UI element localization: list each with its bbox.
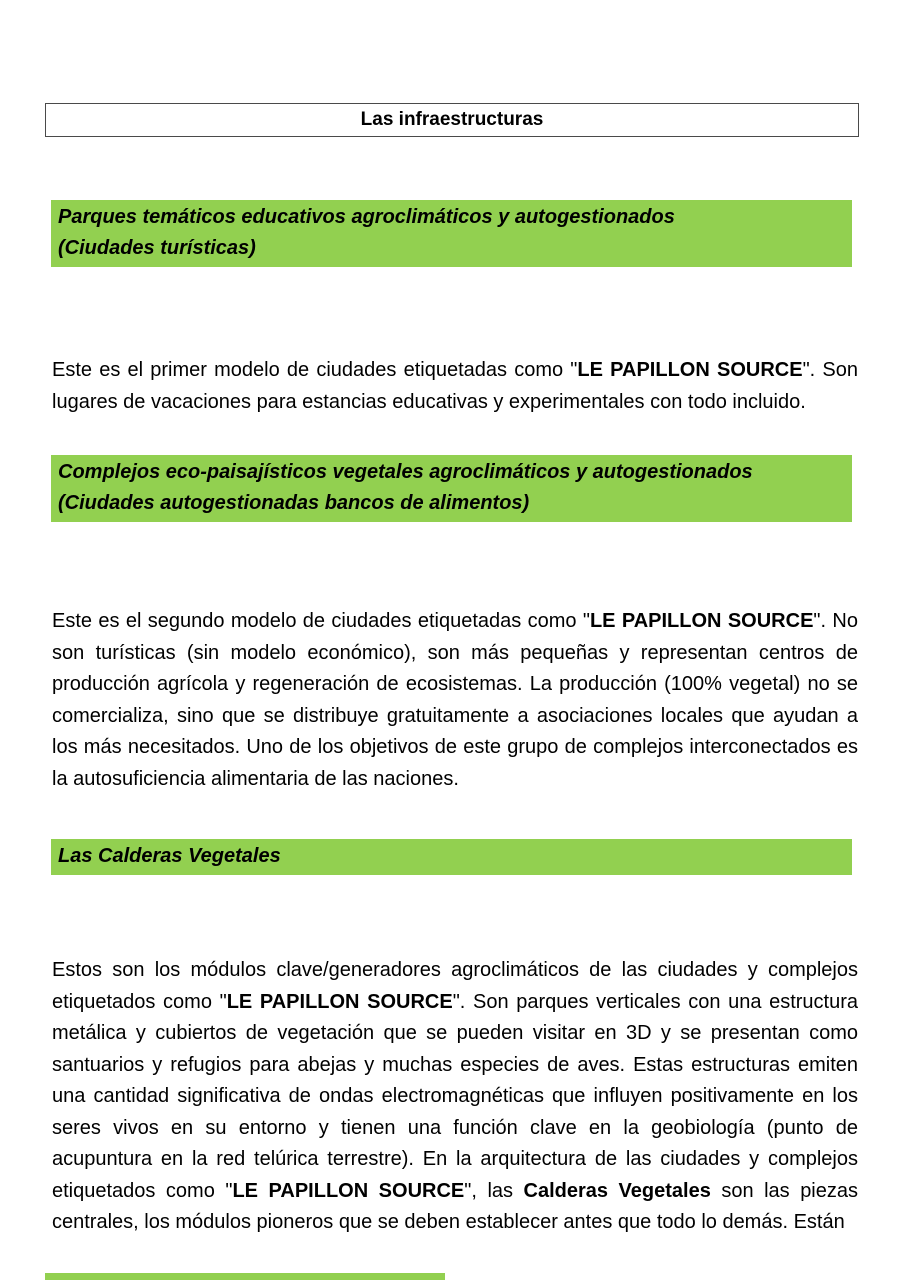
paragraph-segundo-modelo: Este es el segundo modelo de ciudades etiquetadas como "LE PAPILLON SOURCE". No son turísticas (sin modelo económico), son más pequeñas y representan centros de producción agrícola y regeneración de ecosistemas. La producción (100% vegetal) no se comercializa, sino que se distribuye gratuitamente a asociaciones locales que ayudan a los más necesitados. Uno de los objetivos de este grupo de complejos interconectados es la autosuficiencia alimentaria de las naciones. [52,610,858,790]
heading-line: Complejos eco-paisajísticos vegetales agroclimáticos y autogestionados [58,461,753,483]
heading-line: (Ciudades autogestionadas bancos de alimentos) [58,492,530,514]
heading-line: Las Calderas Vegetales [58,845,281,867]
heading-line: Parques temáticos educativos agroclimáticos y autogestionados [58,206,675,228]
next-section-heading-sliver [45,1273,445,1280]
document-title: Las infraestructuras [360,109,544,130]
document-title-box [45,103,859,137]
heading-line: (Ciudades turísticas) [58,237,256,259]
section-heading-calderas-vegetales [51,839,852,875]
paragraph-calderas-vegetales: Estos son los módulos clave/generadores agroclimáticos de las ciudades y complejos etiquetados como "LE PAPILLON SOURCE". Son parques verticales con una estructura metálica y cubiertos de vegetación que se pueden visitar en 3D y se presentan como santuarios y refugios para abejas y muchas especies de aves. Estas estructuras emiten una cantidad significativa de ondas electromagnéticas que influyen positivamente en los seres vivos en su entorno y tienen una función clave en la geobiología (punto de acupuntura en la red telúrica terrestre). En la arquitectura de las ciudades y complejos etiquetados como "LE PAPILLON SOURCE", las Calderas Vegetales son las piezas centrales, los módulos pioneros que se deben establecer antes que todo lo demás. Están [52,959,859,1233]
section-heading-parques-tematicos [51,200,852,267]
paragraph-primer-modelo: Este es el primer modelo de ciudades etiquetadas como "LE PAPILLON SOURCE". Son lugares de vacaciones para estancias educativas y experimentales con todo incluido. [52,359,858,413]
section-heading-complejos-eco-paisajisticos [51,455,852,522]
